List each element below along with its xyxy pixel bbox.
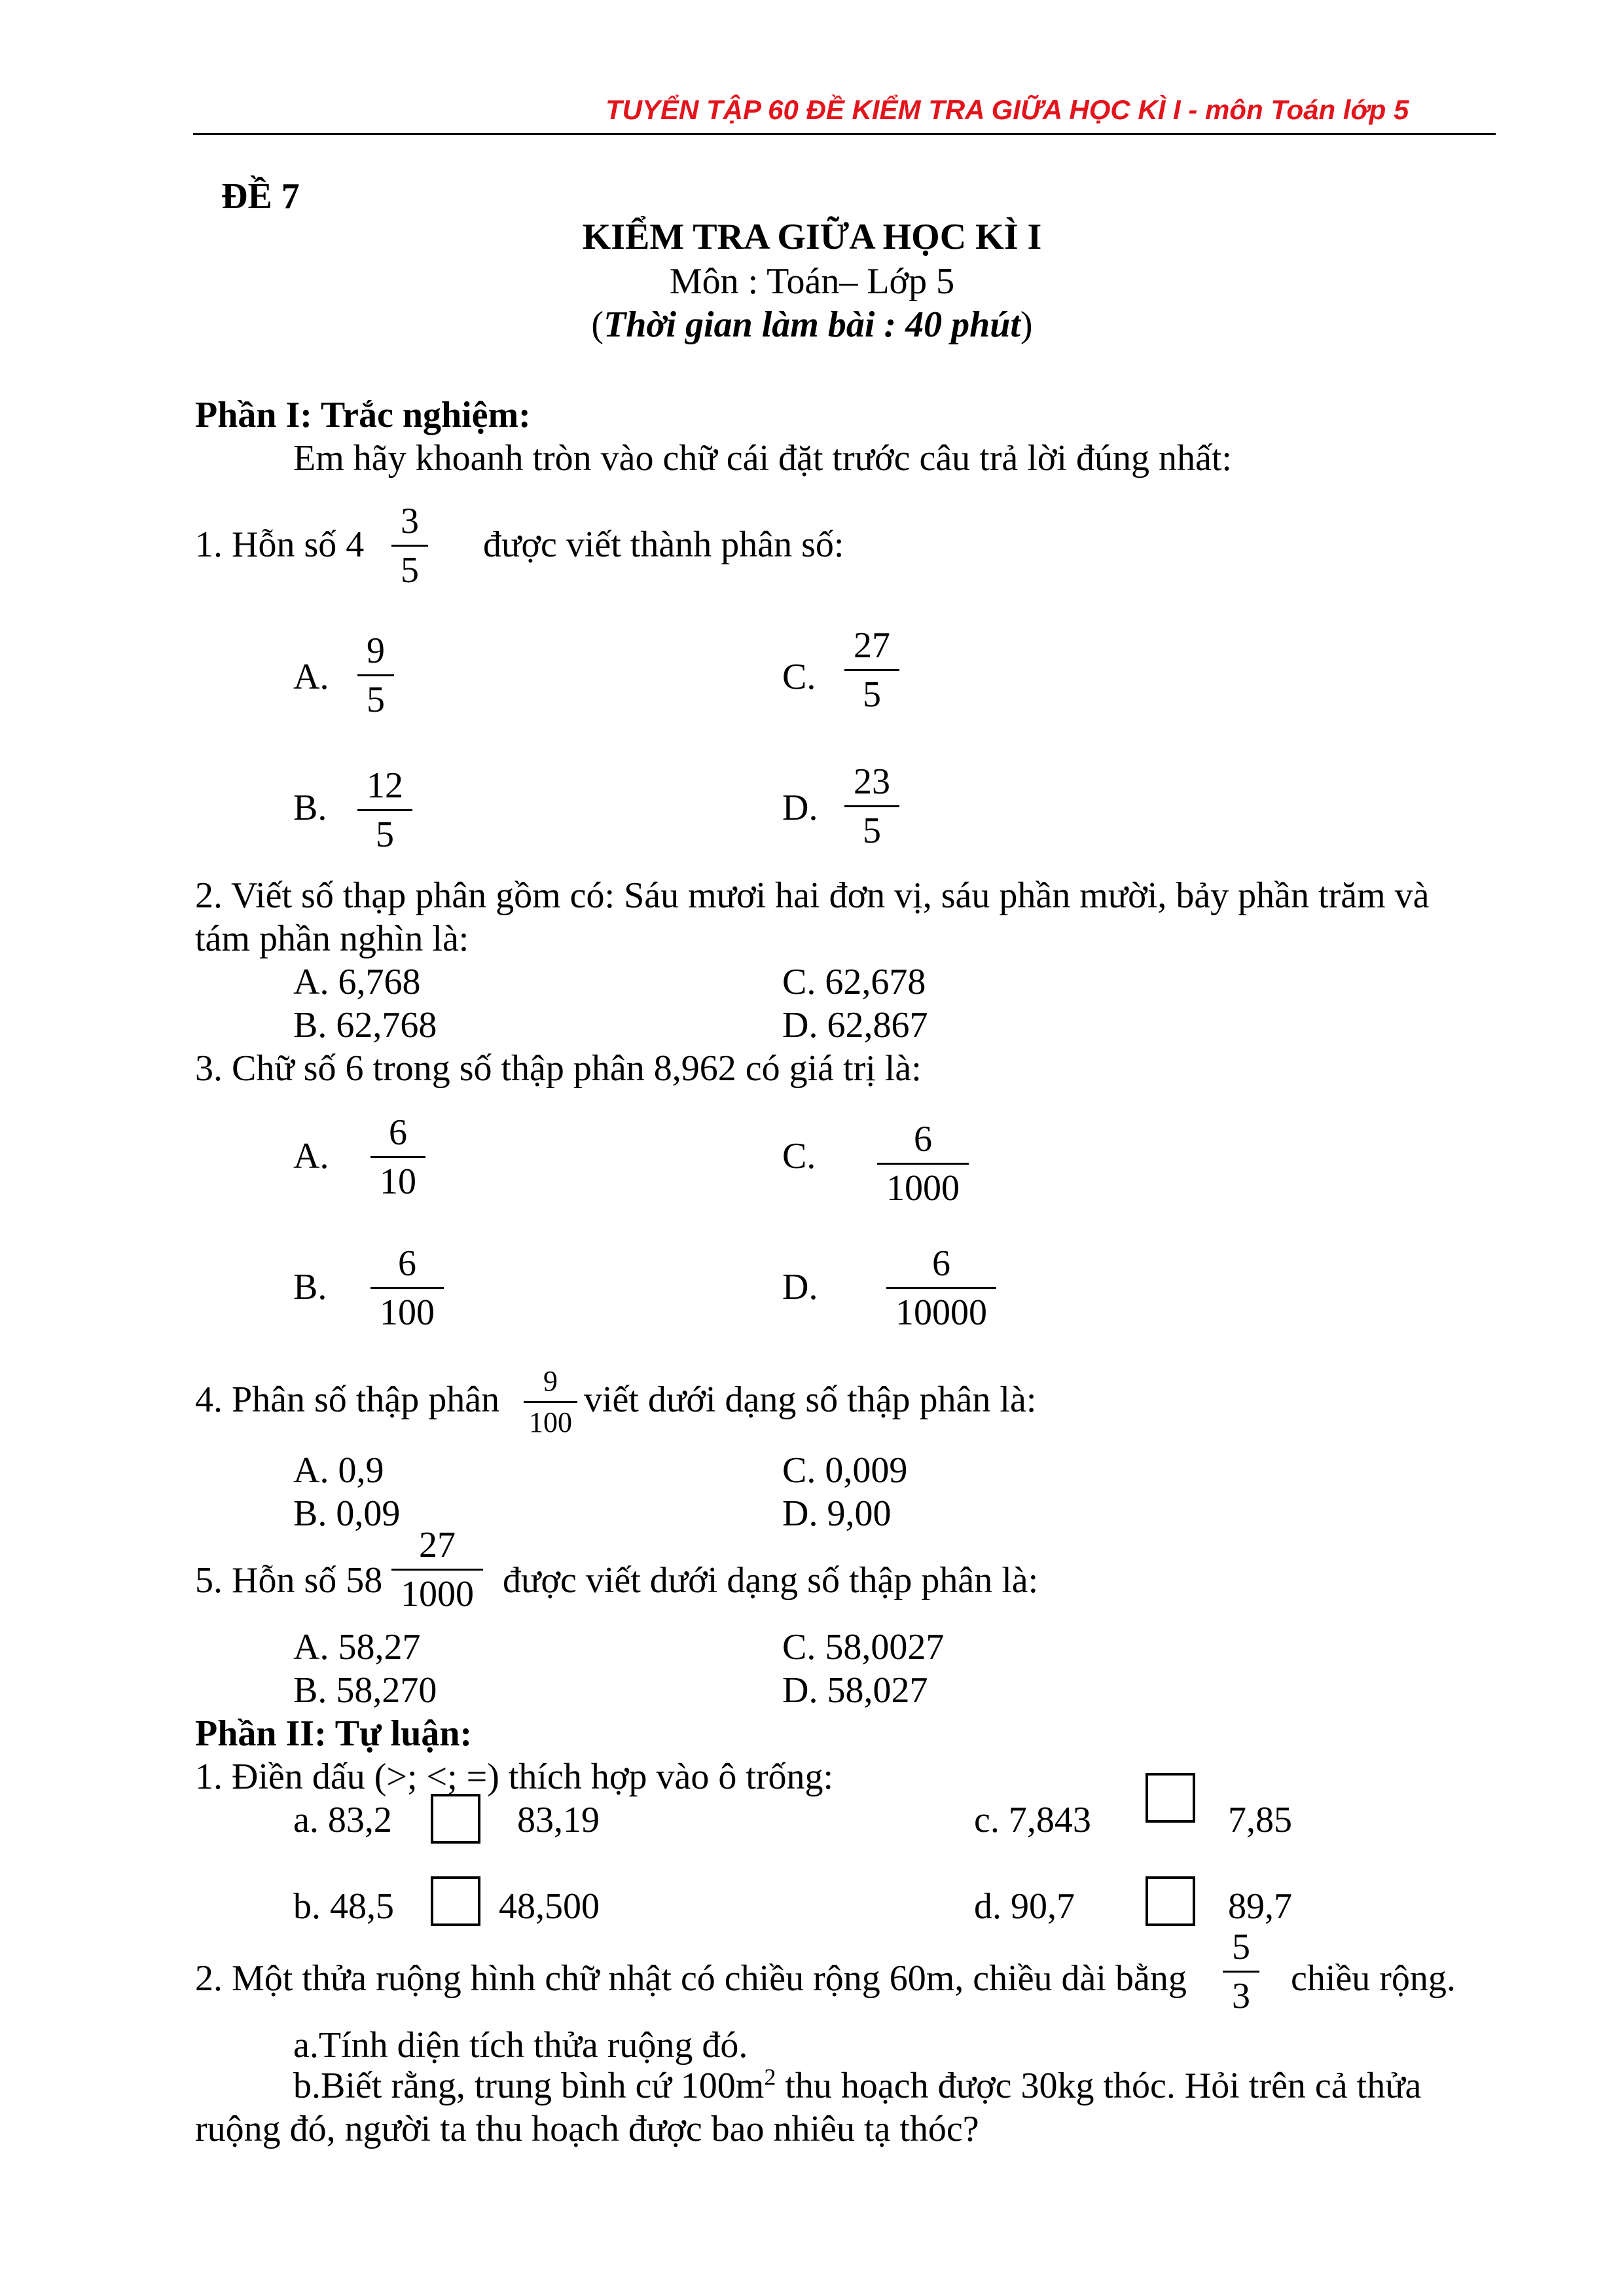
q3-option-c-label: C.	[782, 1136, 816, 1176]
denominator: 10000	[895, 1292, 987, 1333]
q2-option-c: C. 62,678	[782, 962, 926, 1002]
denominator: 1000	[886, 1168, 960, 1209]
q5-text-prefix: 5. Hỗn số 58	[195, 1560, 383, 1601]
p2-q2-fraction	[1223, 1927, 1259, 2016]
q1-text-suffix: được viết thành phân số:	[483, 524, 844, 565]
p2-q1-b-left: b. 48,5	[293, 1886, 394, 1927]
p2-q2-a: a.Tính diện tích thửa ruộng đó.	[293, 2025, 748, 2066]
p2-q2-text-prefix: 2. Một thửa ruộng hình chữ nhật có chiều rộng 60m, chiều dài bằng	[195, 1958, 1187, 1999]
numerator: 9	[543, 1365, 558, 1397]
numerator: 6	[389, 1112, 407, 1153]
p2-q1-a-answer-box[interactable]	[431, 1794, 480, 1844]
denominator: 1000	[401, 1574, 474, 1614]
fraction-bar	[357, 674, 394, 676]
q1-option-d-label: D.	[782, 788, 818, 828]
fraction-bar	[524, 1401, 577, 1403]
q5-option-a: A. 58,27	[293, 1627, 421, 1667]
numerator: 6	[398, 1243, 416, 1284]
numerator: 23	[854, 761, 890, 802]
q3-option-a-fraction	[370, 1113, 425, 1201]
q4-text-prefix: 4. Phân số thập phân	[195, 1379, 500, 1420]
q5-option-d: D. 58,027	[782, 1670, 928, 1711]
fraction-bar	[1223, 1971, 1259, 1973]
p2-q2-b-prefix: b.Biết rằng, trung bình cứ 100m	[293, 2066, 765, 2106]
q4-text-suffix: viết dưới dạng số thập phân là:	[584, 1379, 1037, 1420]
p2-q2-b-line2: ruộng đó, người ta thu hoạch được bao nhiêu tạ thóc?	[195, 2109, 979, 2149]
denominator: 5	[863, 811, 881, 851]
q1-option-c-label: C.	[782, 657, 816, 697]
exam-number: ĐỀ 7	[221, 176, 300, 217]
q3-option-b-fraction	[370, 1244, 444, 1332]
p2-q1-c-left: c. 7,843	[974, 1800, 1091, 1840]
q4-option-d: D. 9,00	[782, 1493, 892, 1534]
q2-option-d: D. 62,867	[782, 1005, 928, 1046]
numerator: 6	[914, 1119, 932, 1159]
q2-option-a: A. 6,768	[293, 962, 421, 1002]
q4-option-b: B. 0,09	[293, 1493, 401, 1534]
p2-q1-c-right: 7,85	[1228, 1800, 1292, 1840]
numerator: 9	[367, 630, 385, 671]
denominator: 3	[1232, 1976, 1250, 2016]
q2-line2: tám phần nghìn là:	[195, 919, 469, 959]
p2-q1-b-right: 48,500	[499, 1886, 600, 1927]
p2-q1-d-answer-box[interactable]	[1146, 1876, 1195, 1926]
time-open: (	[591, 304, 604, 345]
fraction-bar	[886, 1287, 996, 1289]
q1-numerator: 3	[401, 501, 419, 541]
numerator: 27	[419, 1525, 456, 1565]
fraction-bar	[370, 1156, 425, 1158]
q1-option-a-fraction	[357, 631, 394, 720]
q1-option-b-fraction	[357, 766, 412, 854]
q5-fraction	[391, 1525, 483, 1614]
q5-text-suffix: được viết dưới dạng số thập phân là:	[503, 1560, 1039, 1601]
p2-q1-c-answer-box[interactable]	[1146, 1773, 1195, 1823]
q3-option-c-fraction	[877, 1120, 969, 1208]
q1-option-c-fraction	[844, 626, 899, 714]
denominator: 100	[529, 1406, 572, 1438]
fraction-bar	[877, 1163, 969, 1165]
running-header: TUYỂN TẬP 60 ĐỀ KIỂM TRA GIỮA HỌC KÌ I - môn Toán lớp 5	[605, 94, 1409, 125]
header-rule	[193, 133, 1496, 135]
q1-fraction	[391, 501, 428, 590]
part1-heading: Phần I: Trắc nghiệm:	[195, 395, 531, 435]
p2-q2-b-line1	[293, 2065, 1421, 2107]
q3-text: 3. Chữ số 6 trong số thập phân 8,962 có giá trị là:	[195, 1048, 922, 1089]
p2-q1-a-left: a. 83,2	[293, 1800, 392, 1840]
p2-q1-text: 1. Điền dấu (>; <; =) thích hợp vào ô trống:	[195, 1757, 834, 1797]
p2-q1-d-right: 89,7	[1228, 1886, 1292, 1927]
q4-option-a: A. 0,9	[293, 1450, 384, 1491]
p2-q2-text-suffix: chiều rộng.	[1291, 1958, 1456, 1999]
numerator: 6	[932, 1243, 950, 1284]
p2-q1-d-left: d. 90,7	[974, 1886, 1075, 1927]
q3-option-d-fraction	[886, 1244, 996, 1332]
denominator: 5	[367, 680, 385, 720]
time-close: )	[1020, 304, 1033, 345]
fraction-bar	[357, 809, 412, 811]
exam-time	[0, 304, 1624, 346]
denominator: 5	[863, 674, 881, 715]
p2-q2-b-superscript: 2	[764, 2064, 776, 2090]
q1-text-prefix: 1. Hỗn số 4	[195, 524, 365, 565]
q2-line1: 2. Viết số thạp phân gồm có: Sáu mươi hai đơn vị, sáu phần mười, bảy phần trăm và	[195, 875, 1430, 916]
part2-heading: Phần II: Tự luận:	[195, 1713, 473, 1754]
q5-option-b: B. 58,270	[293, 1670, 437, 1711]
exam-subject: Môn : Toán– Lớp 5	[669, 261, 955, 302]
p2-q1-a-right: 83,19	[517, 1800, 600, 1840]
q3-option-a-label: A.	[293, 1136, 329, 1176]
q1-option-d-fraction	[844, 762, 899, 850]
time-text: Thời gian làm bài : 40 phút	[604, 304, 1020, 345]
numerator: 27	[854, 625, 890, 666]
fraction-bar	[391, 1569, 483, 1571]
denominator: 5	[376, 814, 394, 855]
fraction-bar	[370, 1287, 444, 1289]
q5-option-c: C. 58,0027	[782, 1627, 945, 1667]
p2-q2-b-suffix: thu hoạch được 30kg thóc. Hỏi trên cả thửa	[776, 2066, 1422, 2106]
q4-option-c: C. 0,009	[782, 1450, 908, 1491]
denominator: 100	[380, 1292, 435, 1333]
p2-q1-b-answer-box[interactable]	[431, 1876, 480, 1926]
q2-option-b: B. 62,768	[293, 1005, 437, 1046]
part1-instruction: Em hãy khoanh tròn vào chữ cái đặt trước câu trả lời đúng nhất:	[293, 438, 1232, 479]
q1-option-b-label: B.	[293, 788, 327, 828]
exam-title: KIỂM TRA GIỮA HỌC KÌ I	[582, 217, 1042, 257]
q3-option-d-label: D.	[782, 1267, 818, 1307]
q3-option-b-label: B.	[293, 1267, 327, 1307]
fraction-bar	[844, 805, 899, 807]
denominator: 10	[380, 1161, 416, 1202]
fraction-bar	[844, 669, 899, 671]
q4-fraction	[524, 1366, 577, 1438]
numerator: 12	[367, 765, 403, 806]
q1-option-a-label: A.	[293, 657, 329, 697]
fraction-bar	[391, 545, 428, 547]
numerator: 5	[1232, 1927, 1250, 1967]
q1-denominator: 5	[401, 550, 419, 591]
